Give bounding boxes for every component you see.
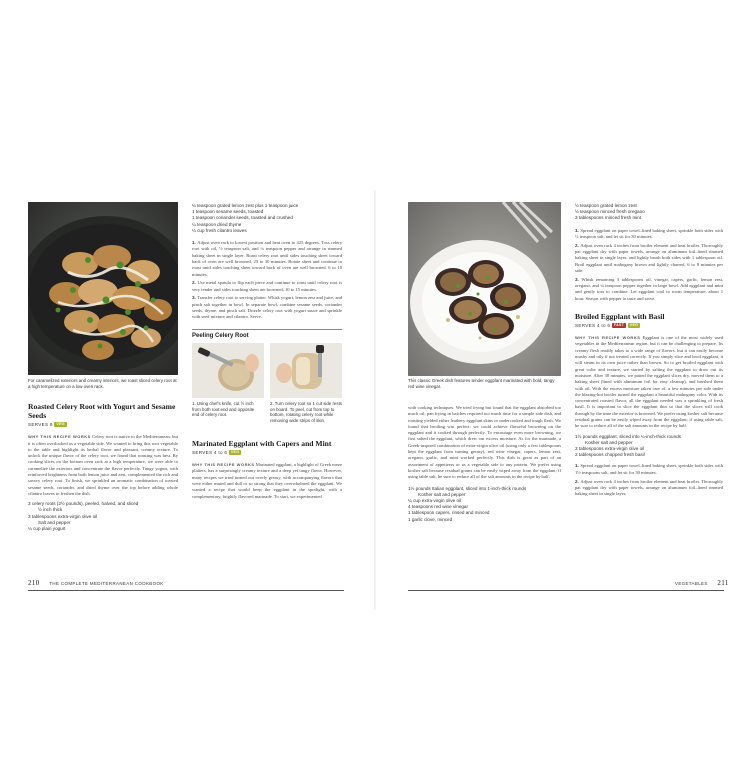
- ingredient-item: 3 tablespoons extra-virgin olive oil: [575, 446, 645, 452]
- ingredient-item: 3 tablespoons extra-virgin olive oil: [28, 513, 98, 519]
- celery-root-illustration: [28, 202, 178, 375]
- eggplant-photo: [408, 202, 561, 376]
- book-title: THE COMPLETE MEDITERRANEAN COOKBOOK: [49, 581, 164, 586]
- step-number: 1.: [575, 463, 581, 469]
- why-text: Eggplant is one of the most widely used vegetables in the Mediterranean region, but it can be challenging to prepare. Its creamy flesh readily takes to a wide range of flavors, but it can easily become mushy and oily if not treated correctly. If you simply slice and broil eggplant, it will steam in its own juice rather than brown. So to get broiled eggplant with great color and texture, we started by salting the eggplant to draw out its moisture. After 30 minutes, we patted the eggplant slices dry, moved them to a baking sheet (lined with aluminum foil for easy cleanup), and brushed them with oil. With the excess moisture taken care of, a few minutes per side under the blazing-hot broiler turned the eggplant a beautiful mahogany color. With its concentrated roasted flavor, all the eggplant needed was a sprinkling of fresh basil. It is important to slice the eggplant thin so that the slices will cook through by the time the exterior is browned. We prefer using kosher salt because residual grains can be easily wiped away from the eggplant; if using table salt, be sure to reduce all of the salt amounts in the recipe by half.: [575, 335, 723, 429]
- right-right-column: [575, 203, 723, 500]
- why-paragraph-celery: [28, 434, 178, 497]
- peeling-captions: [192, 401, 342, 431]
- celery-photo-caption: For caramelized exteriors and creamy interiors, we roast sliced celery root at a high temperature on a low oven rack.: [28, 378, 177, 389]
- serves-celery: [28, 422, 178, 428]
- ingredient-item: ½ inch thick: [38, 507, 63, 513]
- recipe-step: [192, 295, 342, 320]
- step-number: 2.: [575, 478, 581, 484]
- ingredient-item: 4 teaspoons red wine vinegar: [408, 504, 469, 510]
- recipe-step: [192, 280, 342, 293]
- right-page: [375, 0, 750, 770]
- ingredient-item: Kosher salt and pepper: [418, 491, 466, 497]
- ingredient-item: 1 teaspoon coriander seeds, toasted and crushed: [192, 215, 293, 221]
- step-text: Adjust oven rack 4 inches from broiler element and heat broiler. Thoroughly pat eggplant dry with paper towels, arrange on aluminum foil–lined rimmed baking sheet in single layer,: [575, 478, 723, 497]
- steps-broiled: [575, 463, 723, 497]
- ingredient-item: 1 garlic clove, minced: [408, 516, 453, 522]
- why-paragraph-marinated: [192, 462, 342, 500]
- step-text: Whisk remaining 3 tablespoons oil, vinegar, capers, garlic, lemon zest, oregano, and ¼ teaspoon pepper together in large bowl. Add eggplant and mint and gently toss to combine. Let eggplant cool to room temperature, about 1 hour. Season with pepper to taste and serve.: [575, 276, 723, 301]
- recipe-title-marinated: Marinated Eggplant with Capers and Mint: [192, 438, 332, 448]
- why-label: WHY THIS RECIPE WORKS: [28, 434, 91, 440]
- ingredient-item: ¼ teaspoon dried thyme: [192, 221, 242, 227]
- recipe-title-broiled: Broiled Eggplant with Basil: [575, 311, 665, 321]
- serves-text: SERVES 4 to 6: [192, 449, 228, 455]
- ingredient-item: 3 celery roots (2½ pounds), peeled, halved, and sliced: [28, 501, 139, 507]
- ingredient-item: ¼ cup plain yogurt: [28, 526, 66, 532]
- ingredient-item: 1 teaspoon sesame seeds, toasted: [192, 209, 264, 215]
- section-name: VEGETABLES: [675, 581, 708, 586]
- left-column: [28, 402, 178, 532]
- recipe-title-celery: Roasted Celery Root with Yogurt and Sesame Seeds: [28, 402, 176, 420]
- marinated-cont-text: with cooking techniques. We tried frying but found that the eggplant absorbed too much oil; pan frying in batches required too much time for a simple side dish, and roasting yielded either leathery eggplant skins or undercooked and tough flesh. We found that broiling was perfect: we could achieve flavorful browning on the eggplant and it cooked through perfectly. To encourage even more browning, we first salted the eggplant, which drew out excess moisture. As for the marinade, a Greek-inspired combination of extra-virgin olive oil (using only a few tablespoons kept the eggplant from turning greasy), red wine vinegar, capers, lemon zest, oregano, garlic, and mint worked perfectly. This dish is great as part of an assortment of appetizers or as a vegetable side to any protein. We prefer using kosher salt because residual grains can be easily wiped away from the eggplant; if using table salt, be sure to reduce all of the salt amounts in the recipe by half.: [408, 405, 561, 480]
- page-number-right: 211: [717, 579, 729, 587]
- celery-root-photo: [28, 202, 178, 375]
- serves-broiled: [575, 323, 723, 329]
- footer-rule-left: [28, 590, 344, 591]
- serves-text: SERVES 6: [28, 422, 53, 427]
- peeling-illustration: [270, 343, 342, 398]
- ingredient-item: 1½ pounds Italian eggplant, sliced into 1-inch-thick rounds: [408, 485, 527, 491]
- step-text: Spread eggplant on paper towel–lined baking sheet, sprinkle both sides with 1½ teaspoons salt, and let sit for 30 minutes.: [575, 463, 723, 475]
- recipe-step: [575, 228, 723, 241]
- why-text: Marinated eggplant, a highlight of Greek meze platters, has a surprisingly creamy texture and a deep yet tangy flavor. However, many recipes we tried turned out overly greasy, with accompanying flavors that were either muted and dull or so strong that they overwhelmed the eggplant. We wanted a recipe that would keep the eggplant in the spotlight, with a complementary, brightly flavored marinade. To start, we experimented: [192, 462, 342, 499]
- footer-right: [675, 579, 729, 587]
- ingredient-list-celery-b: [192, 203, 342, 234]
- step-number: 2.: [575, 242, 581, 248]
- why-paragraph-broiled: [575, 335, 723, 429]
- steps-marinated: [575, 228, 723, 302]
- recipe-step: [575, 463, 723, 476]
- ingredient-item: 2 tablespoons chopped fresh basil: [575, 452, 645, 458]
- ingredient-item: Kosher salt and pepper: [585, 439, 633, 445]
- veg-tag: VEG: [629, 323, 639, 328]
- ingredient-list-broiled: [575, 434, 723, 459]
- ingredient-item: ¼ cup fresh cilantro leaves: [192, 227, 247, 233]
- ingredient-item: 1½ pounds eggplant, sliced into ¼-inch-thick rounds: [575, 433, 681, 439]
- ingredient-item: ½ teaspoon minced fresh oregano: [575, 209, 645, 215]
- peeling-heading: Peeling Celery Root: [192, 329, 342, 339]
- knife-cutting-illustration: [192, 343, 264, 398]
- fast-tag: FAST: [613, 323, 625, 328]
- step-number: 3.: [192, 295, 198, 301]
- page-number-left: 210: [28, 579, 40, 587]
- step-number: 2.: [192, 280, 198, 286]
- peel-caption-1: 1. Using chef's knife, cut ½ inch from both root end and opposite end of celery root.: [192, 400, 255, 418]
- peeling-photos: [192, 343, 342, 401]
- recipe-step: [192, 240, 342, 278]
- step-text: Transfer celery root to serving platter. Whisk yogurt, lemon zest and juice, and pinch salt together in bowl. In separate bowl, combine sesame seeds, coriander seeds, thyme, and pinch salt. Drizzle celery root with yogurt sauce and sprinkle with seed mixture and cilantro. Serve.: [192, 295, 342, 320]
- veg-tag: VEG: [230, 450, 240, 455]
- why-text: Celery root is native to the Mediterranean, but it is often overlooked as a vegetable side. We wanted to bring this root vegetable to the table and highlight its herbal flavor and pleasant, creamy texture. To unlock the unique flavor of the celery root, we found that roasting was best. By cooking slices on the bottom oven rack at a high temperature, we were able to caramelize the exteriors and concentrate the flavor perfectly. Tangy yogurt, with reinforced brightness from both lemon juice and zest, complemented the rich and savory celery root. To finish, we sprinkled an aromatic combination of toasted sesame seeds, coriander, and dried thyme over the top before adding whole cilantro leaves to freshen the dish.: [28, 434, 178, 496]
- step-number: 1.: [575, 227, 581, 233]
- recipe-step: [575, 479, 723, 498]
- ingredient-item: ¼ teaspoon grated lemon zest plus 1 teaspoon juice: [192, 203, 299, 208]
- ingredient-item: 1 tablespoon capers, rinsed and minced: [408, 510, 490, 516]
- ingredient-list-marinated-b: [575, 203, 723, 222]
- step-text: Adjust oven rack 4 inches from broiler element and heat broiler. Thoroughly pat eggplant dry with paper towels, arrange on aluminum foil–lined rimmed baking sheet in single layer, and lightly brush both sides with 1 tablespoon oil. Broil eggplant until mahogany brown and lightly charred, 6 to 8 minutes per side.: [575, 242, 723, 273]
- footer-rule-right: [408, 590, 724, 591]
- peel-caption-2: 2. Turn celery root so 1 cut side rests on board. To peel, cut from top to bottom, rotating celery root while removing wide strips of skin.: [270, 400, 342, 424]
- middle-column: [192, 203, 342, 502]
- peel-photo-2: [270, 343, 342, 398]
- footer-left: [28, 579, 164, 587]
- ingredient-list-marinated: [408, 486, 561, 523]
- right-left-column: [408, 405, 561, 523]
- ingredient-item: ½ teaspoon grated lemon zest: [575, 203, 637, 208]
- recipe-step: [575, 243, 723, 274]
- serves-marinated: [192, 450, 342, 456]
- step-number: 3.: [575, 276, 582, 282]
- step-number: 1.: [192, 240, 198, 246]
- veg-tag: VEG: [56, 422, 65, 427]
- eggplant-photo-caption: This classic Greek dish features tender eggplant marinated with bold, tangy red wine vinegar.: [408, 378, 555, 389]
- ingredient-list-celery-a: [28, 501, 178, 532]
- eggplant-illustration: [408, 202, 561, 376]
- ingredient-item: ¼ cup extra-virgin olive oil: [408, 497, 462, 503]
- why-label: WHY THIS RECIPE WORKS: [192, 462, 255, 468]
- ingredient-item: 3 tablespoons minced fresh mint: [575, 215, 642, 221]
- ingredient-item: Salt and pepper: [38, 519, 71, 525]
- why-label: WHY THIS RECIPE WORKS: [575, 335, 641, 341]
- step-text: Spread eggplant on paper towel–lined baking sheet, sprinkle both sides with ½ teaspoon salt, and let sit for 30 minutes.: [575, 227, 723, 239]
- recipe-step: [575, 277, 723, 302]
- step-text: Use metal spatula to flip each piece and continue to roast until celery root is very tender and sides touching sheet are browned, 10 to 15 minutes.: [192, 280, 342, 292]
- steps-celery: [192, 240, 342, 321]
- serves-text: SERVES 4 to 6: [575, 322, 611, 328]
- step-text: Adjust oven rack to lowest position and heat oven to 425 degrees. Toss celery root with oil, ½ teaspoon salt, and ¼ teaspoon pepper and arrange in rimmed baking sheet in single layer. Roast celery root until sides touching sheet toward back of oven are well browned, 25 to 30 minutes. Rotate sheet and continue to roast until sides touching sheet toward back of oven are well browned, 6 to 10 minutes.: [192, 240, 343, 277]
- peel-photo-1: [192, 343, 264, 398]
